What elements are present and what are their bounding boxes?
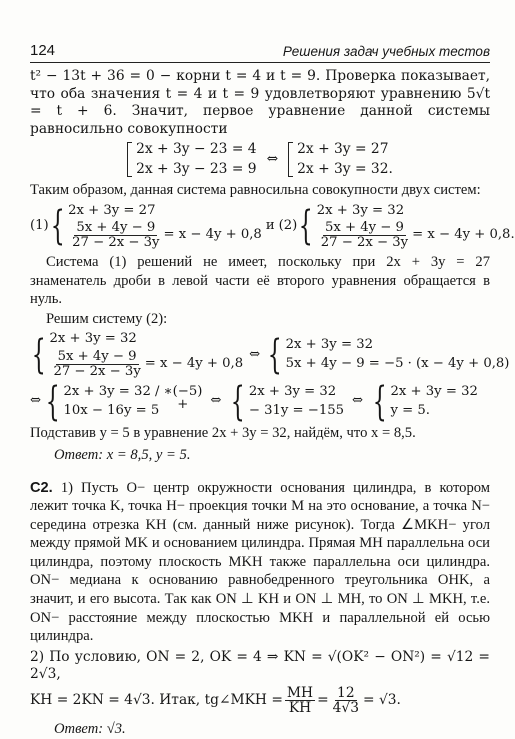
- system-line: 2x + 3y = 32: [49, 331, 137, 347]
- equivalence-arrow: ⇔: [352, 393, 364, 409]
- set-line: 2x + 3y = 32.: [297, 160, 393, 177]
- page-body: [30, 68, 515, 739]
- problem-c2-part2-line2: [30, 686, 490, 716]
- problem-label: С2.: [30, 479, 53, 496]
- system-line: 2x + 3y = 32: [285, 337, 373, 353]
- system-line: y = 5.: [390, 402, 430, 418]
- expression-tail: = √3.: [363, 691, 401, 708]
- equivalence-arrow: ⇔: [30, 393, 42, 409]
- system-line: 2x + 3y = 32: [316, 202, 405, 218]
- fraction-denominator: KH: [288, 700, 312, 717]
- expression-text: KH = 2KN = 4√3. Итак, tg∠MKH =: [30, 691, 283, 708]
- problem-c2-part2-line1: 2) По условию, ON = 2, OK = 4 ⇒ KN = √(OK² − ON²) = √12 = 2√3,: [30, 648, 490, 683]
- equivalence-arrow: ⇔: [249, 346, 261, 362]
- system-line: 2x + 3y = 32: [248, 383, 337, 399]
- set-line: 2x + 3y = 27: [297, 141, 389, 158]
- running-title: Решения задач учебных тестов: [282, 43, 490, 59]
- system-label: (1): [30, 217, 49, 233]
- system-label: (2): [278, 217, 298, 233]
- system-line: 5x + 4y − 9 = −5 · (x − 4y + 0,8): [285, 355, 510, 371]
- fraction-denominator: 27 − 2x − 3y: [320, 235, 409, 251]
- paragraph-roots: t² − 13t + 36 = 0 − корни t = 4 и t = 9. Проверка показывает, что оба значения t = 4 и t = 9 удовлетворяют уравнению 5√t = t + 6. Значит, первое уравнение данной системы равносильно совокупности: [30, 68, 490, 137]
- paragraph-solve-2: Решим систему (2):: [46, 310, 168, 327]
- system-line: 2x + 3y = 32 / ∗(−5): [63, 383, 203, 399]
- fraction-denominator: 4√3: [332, 700, 360, 717]
- fraction-denominator: 27 − 2x − 3y: [53, 363, 141, 379]
- conjunction: и: [265, 217, 275, 233]
- fraction-denominator: 27 − 2x − 3y: [72, 235, 160, 251]
- equals-sign: =: [317, 691, 329, 708]
- answer-1: Ответ: x = 8,5, y = 5.: [54, 447, 191, 464]
- fraction-numerator: 5x + 4y − 9: [57, 349, 137, 364]
- equation-set-1: [30, 140, 490, 179]
- plus-sign: +: [177, 396, 189, 412]
- equivalence-arrow: ⇔: [266, 150, 279, 167]
- set-line: 2x + 3y − 23 = 4: [136, 141, 257, 158]
- fraction-numerator: 12: [337, 684, 355, 701]
- system-rhs: = x − 4y + 0,8: [163, 227, 262, 243]
- system-rhs: = x − 4y + 0,8: [144, 355, 244, 371]
- fraction-numerator: MH: [286, 684, 314, 701]
- paragraph-system-1: Система (1) решений не имеет, поскольку при 2x + 3y = 27 знаменатель дроби в левой части её второго уравнения обращается в нуль.: [30, 254, 490, 308]
- page-header: [30, 40, 490, 63]
- page-number: 124: [30, 41, 56, 59]
- paragraph-substitution: Подставив y = 5 в уравнение 2x + 3y = 32, найдём, что x = 8,5.: [30, 424, 416, 441]
- set-line: 2x + 3y − 23 = 9: [136, 160, 257, 177]
- systems-1-2: (1) { 2x + 3y = 27 $\frac{5x + 4y - 9}{27 - 2x - 3y}$ = x − 4y + 0,8 и (2) { 2x + 3y = 32 $\frac{5x + 4y - 9}{27 - 2x - 3y}$ = x − 4y + 0,8.: [30, 202, 515, 251]
- problem-c2-part1: [30, 479, 490, 646]
- fraction-numerator: 5x + 4y − 9: [324, 220, 404, 236]
- solution-chain-2: ⇔ { 2x + 3y = 32 / ∗(−5) 10x − 16y = 5 + ⇔ { 2x + 3y = 32 − 31y = −155 ⇔ { 2x + 3y = 32 y = 5.: [30, 378, 478, 425]
- solution-chain-1: { 2x + 3y = 32 $\frac{5x + 4y - 9}{27 - 2x - 3y}$ = x − 4y + 0,8 ⇔ { 2x + 3y = 32 5x + 4y − 9 = −5 · (x − 4y + 0,8): [31, 331, 510, 379]
- paragraph-two-systems: Таким образом, данная система равносильна совокупности двух систем:: [30, 182, 481, 199]
- system-line: − 31y = −155: [248, 402, 345, 418]
- system-line: 2x + 3y = 27: [68, 202, 156, 218]
- problem-c2-text: 1) Пусть O− центр окружности основания цилиндра, в котором лежит точка K, точка H− проекция точки M на это основание, а точка N− середина отрезка KH (см. данный ниже рисунок). Тогда ∠MKH− угол между прямой MK и основанием цилиндра. Прямая MH параллельна оси цилиндра, поэтому плоскость MKH также параллельна оси цилиндра. ON− медиана к основанию равнобедренного треугольника OHK, а значит, и его высота. Так как ON ⊥ KH и ON ⊥ MH, то ON ⊥ MKH, т.е. ON− расстояние между плоскостью MKH и параллельной ей осью цилиндра.: [30, 479, 490, 645]
- system-rhs: = x − 4y + 0,8.: [412, 227, 515, 243]
- fraction-numerator: 5x + 4y − 9: [76, 220, 156, 236]
- equivalence-arrow: ⇔: [210, 393, 222, 409]
- system-line: 10x − 16y = 5: [63, 402, 160, 418]
- system-line: 2x + 3y = 32: [390, 383, 478, 399]
- answer-2: Ответ: √3.: [54, 720, 126, 737]
